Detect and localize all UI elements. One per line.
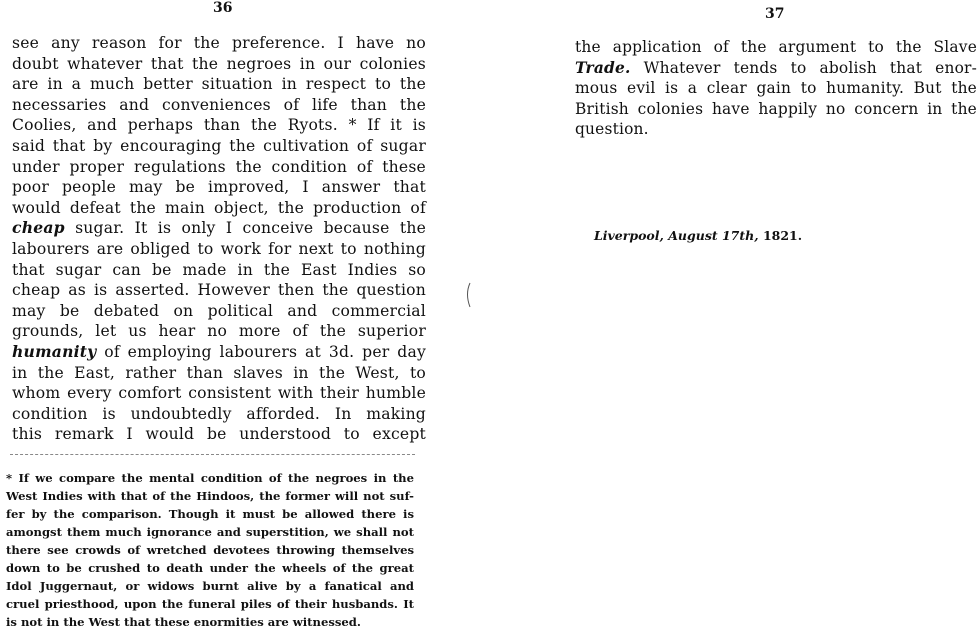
- text-line: mous evil is a clear gain to humanity. But the: [575, 79, 977, 98]
- page-number: 37: [765, 6, 785, 22]
- page-number: 36: [213, 0, 233, 16]
- text-line: poor people may be improved, I answer that: [12, 178, 426, 197]
- footnote-line: fer by the comparison. Though it must be allowed there is: [6, 507, 414, 521]
- footnote: [6, 469, 414, 631]
- year: 1821.: [762, 228, 803, 243]
- italic-word: humanity: [12, 341, 97, 361]
- place-date: Liverpool, August 17th,: [594, 228, 759, 243]
- text-line: said that by encouraging the cultivation of sugar: [12, 136, 426, 155]
- text-line: humanity of employing labourers at 3d. per day: [12, 341, 426, 361]
- footnote-divider: [10, 454, 415, 455]
- body-text: [575, 37, 977, 140]
- footnote-line: is not in the West that these enormities are witnessed.: [6, 615, 361, 629]
- text-line: are in a much better situation in respect to the: [12, 75, 426, 94]
- text-line: see any reason for the preference. I have no: [12, 34, 426, 52]
- text-line: doubt whatever that the negroes in our colonies: [12, 54, 426, 73]
- footnote-line: West Indies with that of the Hindoos, the former will not suf-: [6, 489, 414, 503]
- text-line: would defeat the main object, the production of: [12, 198, 426, 217]
- footnote-line: amongst them much ignorance and superstition, we shall not: [6, 525, 414, 539]
- stray-mark: [464, 282, 472, 308]
- italic-word: Trade.: [575, 58, 631, 77]
- footnote-line: * If we compare the mental condition of the negroes in the: [6, 471, 414, 485]
- italic-word: cheap: [12, 218, 65, 238]
- right-page: [560, 0, 980, 630]
- footnote-line: Idol Juggernaut, or widows burnt alive by a fanatical and: [6, 579, 414, 593]
- text-line: Coolies, and perhaps than the Ryots. * If it is: [12, 116, 426, 135]
- text-line: labourers are obliged to work for next to nothing: [12, 239, 426, 258]
- text-line: this remark I would be understood to except: [12, 425, 426, 444]
- footnote-line: cruel priesthood, upon the funeral piles of their husbands. It: [6, 597, 414, 611]
- text-line: cheap as is asserted. However then the question: [12, 281, 426, 300]
- text-line: question.: [575, 120, 649, 139]
- text-line: that sugar can be made in the East Indies so: [12, 260, 426, 279]
- text-line: necessaries and conveniences of life than the: [12, 95, 426, 114]
- left-page: [0, 0, 440, 630]
- text-line: may be debated on political and commercial: [12, 301, 426, 320]
- text-line: under proper regulations the condition of these: [12, 157, 426, 176]
- text-line: condition is undoubtedly afforded. In making: [12, 404, 426, 423]
- text-line: the application of the argument to the Slave: [575, 38, 977, 56]
- text-line: Trade. Whatever tends to abolish that enor-: [575, 58, 977, 77]
- text-line: in the East, rather than slaves in the West, to: [12, 363, 426, 382]
- footnote-line: there see crowds of wretched devotees throwing themselves: [6, 543, 414, 557]
- text-line: British colonies have happily no concern in the: [575, 99, 977, 118]
- text-line: cheap sugar. It is only I conceive because the: [12, 218, 426, 238]
- footnote-line: down to be crushed to death under the wheels of the great: [6, 561, 414, 575]
- signature-dateline: [594, 228, 802, 243]
- text-line: whom every comfort consistent with their humble: [12, 384, 426, 403]
- body-text: [12, 33, 426, 445]
- text-line: grounds, let us hear no more of the superior: [12, 322, 426, 341]
